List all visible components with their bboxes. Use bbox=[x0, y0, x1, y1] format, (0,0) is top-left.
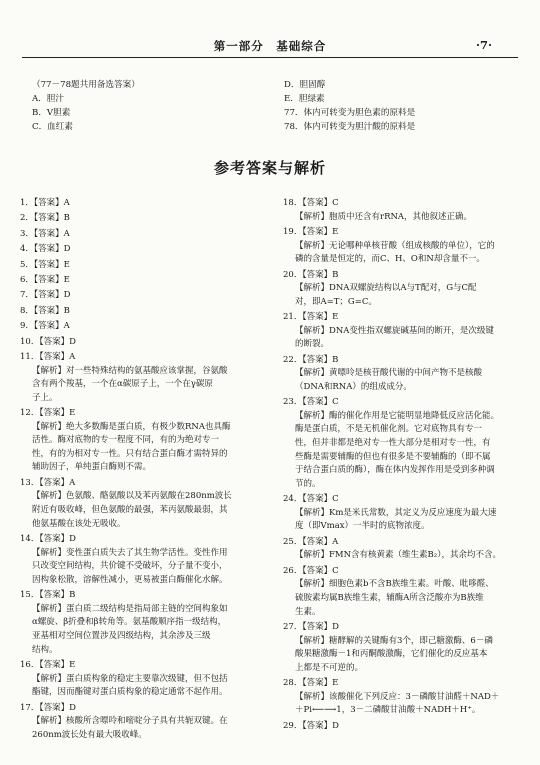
answer-key-line: 5．【答案】E bbox=[20, 259, 70, 270]
answer-key-line: 17．【答案】D bbox=[20, 702, 76, 713]
answer-entry bbox=[283, 354, 521, 395]
answer-entry bbox=[283, 565, 521, 619]
answer-entry bbox=[20, 289, 258, 303]
answer-column-right bbox=[283, 197, 521, 735]
explanation-line: 于结合蛋白质的酶），酶在体内发挥作用是受到多种调 bbox=[295, 465, 495, 476]
explanation-line: 【解析】FMN含有核黄素（维生素B₂），其余均不含。 bbox=[295, 550, 501, 561]
shared-options-left bbox=[32, 78, 140, 134]
answer-entry bbox=[283, 536, 521, 563]
answer-entry bbox=[20, 351, 258, 405]
answer-key-line: 12．【答案】E bbox=[20, 408, 76, 419]
answer-entry bbox=[20, 305, 258, 319]
explanation-line: 【解析】无论哪种单核苷酸（组成核酸的单位），它的 bbox=[295, 240, 495, 251]
answer-entry bbox=[283, 621, 521, 675]
option-line: D．胆固醇 bbox=[284, 80, 326, 90]
explanation-line: 他氨基酸在该处无吸收。 bbox=[32, 518, 126, 529]
answer-entry bbox=[283, 269, 521, 310]
explanation-line: 对，即A=T；G=C。 bbox=[295, 296, 377, 307]
explanation-line: 酸果糖激酶－1和丙酮酸激酶，它们催化的反应基本 bbox=[295, 649, 488, 660]
answer-entry bbox=[20, 212, 258, 226]
answer-column-left bbox=[20, 197, 258, 744]
answer-key-line: 28．【答案】E bbox=[283, 678, 339, 689]
explanation-line: 260nm波长处有最大吸收峰。 bbox=[32, 729, 147, 740]
section-title: 参考答案与解析 bbox=[213, 159, 326, 177]
answer-key-line: 3．【答案】A bbox=[20, 228, 70, 239]
answer-key-line: 25．【答案】A bbox=[283, 536, 339, 547]
explanation-line: 附近有吸收峰，但色氨酸的最强，苯丙氨酸最弱，其 bbox=[32, 505, 228, 516]
answer-key-line: 2．【答案】B bbox=[20, 213, 70, 224]
option-line: A．胆汁 bbox=[32, 94, 64, 104]
answer-key-line: 6．【答案】E bbox=[20, 274, 70, 285]
explanation-line: ＋Pi⟵⟶1，3－二磷酸甘油酸＋NADH＋H⁺。 bbox=[295, 705, 481, 716]
explanation-line: α螺旋、β折叠和β转角等。氨基酸顺序指一级结构， bbox=[32, 617, 227, 628]
answer-key-line: 8．【答案】B bbox=[20, 305, 70, 316]
option-line: 78．体内可转变为胆汁酸的原料是 bbox=[284, 122, 416, 132]
explanation-line: 只改变空间结构，共价键不受破坏，分子量不变小， bbox=[32, 561, 228, 572]
explanation-line: 磷的含量是恒定的，而C、H、O和N却含量不一。 bbox=[295, 254, 485, 265]
explanation-line: 【解析】该酸催化下列反应：3－磷酸甘油醛＋NAD＋ bbox=[295, 691, 500, 702]
answer-key-line: 29．【答案】D bbox=[283, 720, 339, 731]
answer-entry bbox=[20, 407, 258, 475]
explanation-line: 【解析】胞质中还含有rRNA，其他叙述正确。 bbox=[295, 211, 473, 222]
answer-key-line: 21．【答案】E bbox=[283, 312, 339, 323]
answer-entry bbox=[283, 226, 521, 267]
page-number: ·7· bbox=[475, 38, 492, 52]
explanation-line: 子上。 bbox=[32, 392, 58, 403]
answer-key-line: 23．【答案】C bbox=[283, 397, 339, 408]
answer-entry bbox=[20, 274, 258, 288]
explanation-line: 【解析】DNA变性指双螺旋碱基间的断开，是次级键 bbox=[295, 325, 494, 336]
explanation-line: 活性。酶对底物的专一程度不同，有的为绝对专一 bbox=[32, 435, 220, 446]
answer-entry bbox=[283, 396, 521, 491]
explanation-line: 【解析】色氨酸、酪氨酸以及苯丙氨酸在280nm波长 bbox=[32, 491, 232, 502]
answer-entry bbox=[20, 197, 258, 211]
explanation-line: 酶是蛋白质，不是无机催化剂。它对底物具有专一 bbox=[295, 424, 483, 435]
explanation-line: 结构。 bbox=[32, 644, 58, 655]
explanation-line: 上都是不可逆的。 bbox=[295, 662, 364, 673]
answer-key-line: 24．【答案】C bbox=[283, 494, 339, 505]
option-line: E．胆绿素 bbox=[284, 94, 325, 104]
answer-key-line: 16．【答案】E bbox=[20, 659, 76, 670]
explanation-line: 【解析】Km是米氏常数，其定义为反应速度为最大速 bbox=[295, 507, 497, 518]
explanation-line: 【解析】细胞色素b不含B族维生素。叶酸、吡哆醛、 bbox=[295, 579, 494, 590]
answer-entry bbox=[20, 320, 258, 334]
answer-entry bbox=[20, 259, 258, 273]
answer-key-line: 14．【答案】D bbox=[20, 534, 76, 545]
answer-key-line: 18．【答案】C bbox=[283, 198, 339, 208]
explanation-line: 【解析】酶的催化作用是它能明显地降低反应活化能。 bbox=[295, 410, 500, 421]
answer-key-line: 4．【答案】D bbox=[20, 244, 71, 255]
answer-entry bbox=[20, 243, 258, 257]
explanation-line: 辅助因子，单纯蛋白酶则不需。 bbox=[32, 462, 152, 473]
answer-key-line: 11．【答案】A bbox=[20, 351, 76, 362]
explanation-line: 【解析】DNA双螺旋结构以A与T配对，G与C配 bbox=[295, 283, 477, 294]
option-line: （77－78题共用备选答案） bbox=[32, 80, 140, 90]
answer-key-line: 9．【答案】A bbox=[20, 321, 70, 332]
answer-key-line: 1．【答案】A bbox=[20, 198, 70, 208]
answer-entry bbox=[283, 493, 521, 534]
answer-key-line: 26．【答案】C bbox=[283, 565, 339, 576]
answer-entry bbox=[20, 702, 258, 743]
answer-entry bbox=[20, 336, 258, 350]
explanation-line: 硫胺素均属B族维生素，辅酶A所含泛酸亦为B族维 bbox=[295, 593, 484, 603]
answer-key-line: 19．【答案】E bbox=[283, 226, 339, 237]
explanation-line: 【解析】黄嘌呤是核苷酸代谢的中间产物不是核酸 bbox=[295, 368, 483, 379]
page-header-title: 第一部分 基础综合 bbox=[213, 39, 327, 53]
answer-entry bbox=[283, 197, 521, 224]
answer-key-line: 13．【答案】A bbox=[20, 477, 76, 488]
explanation-line: 【解析】对一些特殊结构的氨基酸应该掌握，谷氨酸 bbox=[32, 365, 228, 376]
explanation-line: 酯键，因而酯键对蛋白质构象的稳定通常不起作用。 bbox=[32, 687, 228, 698]
answer-entry bbox=[283, 677, 521, 718]
explanation-line: 【解析】糖酵解的关键酶有3个，即己糖激酶、6－磷 bbox=[295, 635, 493, 646]
explanation-line: 因构象松散，溶解性减小，更易被蛋白酶催化水解。 bbox=[32, 574, 228, 585]
answer-entry bbox=[20, 533, 258, 587]
answer-key-line: 20．【答案】B bbox=[283, 269, 339, 280]
explanation-line: 性，但并非都是绝对专一性大部分是相对专一性，有 bbox=[295, 438, 491, 449]
option-line: C．血红素 bbox=[32, 122, 73, 132]
answer-key-line: 15．【答案】B bbox=[20, 590, 76, 601]
option-line: B．V胆素 bbox=[32, 108, 71, 118]
explanation-line: 【解析】绝大多数酶是蛋白质，有极少数RNA也具酶 bbox=[32, 421, 231, 432]
explanation-line: 的断裂。 bbox=[295, 339, 330, 350]
explanation-line: 性，有的为相对专一性。只有结合蛋白酶才需特异的 bbox=[32, 448, 228, 459]
answer-entry bbox=[283, 311, 521, 352]
answer-entry bbox=[20, 659, 258, 700]
option-line: 77．体内可转变为胆色素的原料是 bbox=[284, 108, 416, 118]
explanation-line: 【解析】蛋白质二级结构是指局部主链的空间构象如 bbox=[32, 603, 228, 614]
explanation-line: 【解析】核酸所含嘌呤和嘧啶分子具有共轭双键。在 bbox=[32, 716, 228, 727]
explanation-line: 【解析】蛋白质构象的稳定主要靠次级键，但不包括 bbox=[32, 673, 228, 684]
shared-options-right bbox=[284, 78, 415, 134]
explanation-line: 含有两个羧基，一个在α碳原子上，一个在γ碳原 bbox=[32, 379, 213, 390]
explanation-line: 亚基相对空间位置涉及四级结构，其余涉及三级 bbox=[32, 630, 211, 641]
explanation-line: 节的。 bbox=[295, 478, 321, 489]
explanation-line: 些酶是需要辅酶的但也有很多是不要辅酶的（即不属 bbox=[295, 451, 491, 462]
explanation-line: 生素。 bbox=[295, 606, 321, 617]
answer-key-line: 22．【答案】B bbox=[283, 354, 339, 365]
answer-entry bbox=[283, 720, 521, 734]
explanation-line: 度（即Vmax）一半时的底物浓度。 bbox=[295, 521, 430, 532]
answer-key-line: 10．【答案】D bbox=[20, 336, 76, 347]
answer-entry bbox=[20, 477, 258, 531]
answer-entry bbox=[20, 589, 258, 657]
explanation-line: （DNA和RNA）的组成成分。 bbox=[295, 381, 412, 392]
answer-entry bbox=[20, 228, 258, 242]
answer-key-line: 27．【答案】D bbox=[283, 621, 339, 632]
header-rule bbox=[22, 57, 518, 58]
answer-key-line: 7．【答案】D bbox=[20, 290, 71, 301]
explanation-line: 【解析】变性蛋白质失去了其生物学活性。变性作用 bbox=[32, 547, 228, 558]
